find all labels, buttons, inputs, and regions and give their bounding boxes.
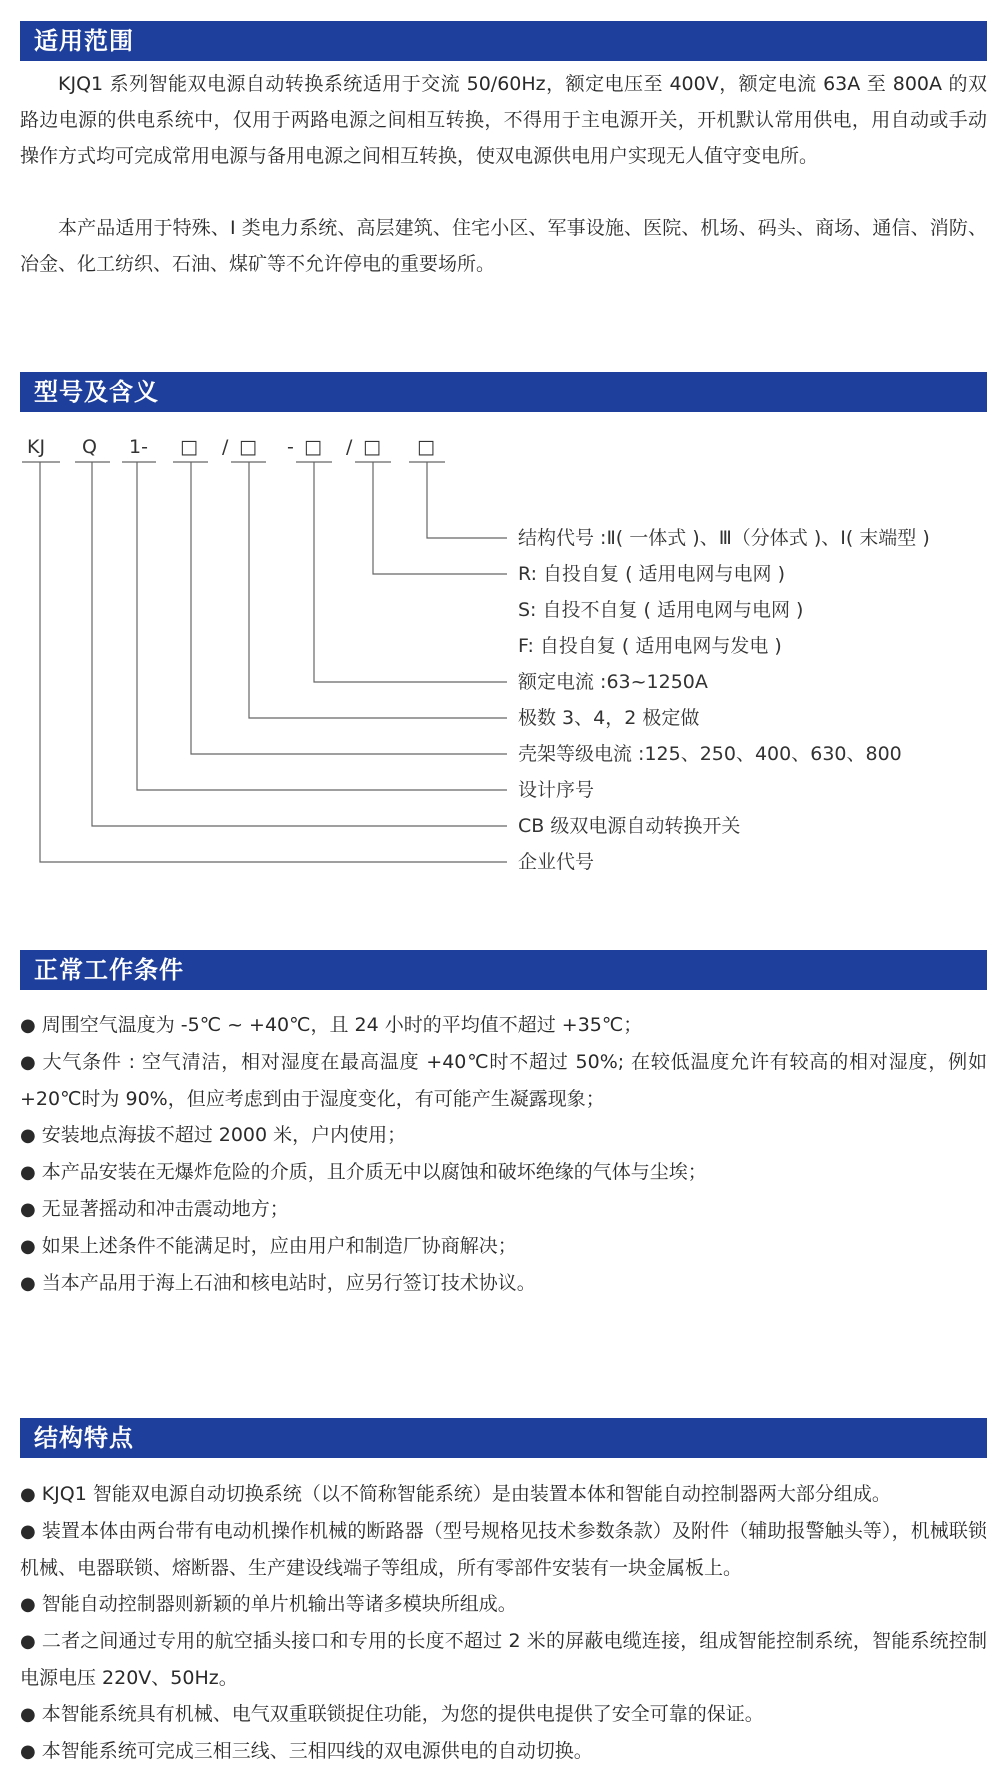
meaning-enterprise-code: 企业代号 [518,851,595,873]
section-title-scope: 适用范围 [20,21,987,61]
code-slash-2: / [346,436,353,458]
code-box-5: □ [417,436,435,458]
code-box-3: □ [304,436,322,458]
code-dash: - [287,436,294,458]
leader-structure [427,462,507,538]
scope-paragraph-1: KJQ1 系列智能双电源自动转换系统适用于交流 50/60Hz，额定电压至 400V，额定电流 63A 至 800A 的双路边电源的供电系统中，仅用于两路电源之间相互转换，不得用于主电源开关，开机默认常用供电，用自动或手动操作方式均可完成常用电源与备用电源之间相互转换，使双电源供电用户实现无人值守变电所。 [20,73,987,167]
code-box-2: □ [239,436,257,458]
leader-mode [373,462,507,574]
meaning-mode-r: R: 自投自复 ( 适用电网与电网 ) [518,563,786,585]
leader-frame-current [191,462,507,754]
code-box-4: □ [363,436,381,458]
leader-enterprise [40,462,507,862]
code-q: Q [82,436,97,458]
structure-item: ● 智能自动控制器则新颖的单片机输出等诸多模块所组成。 [20,1586,987,1623]
model-code-diagram [0,426,1000,886]
condition-item: ● 无显著摇动和冲击震动地方； [20,1191,987,1228]
leader-rated-current [314,462,507,682]
structure-list [20,1476,987,1770]
leader-cb-switch [92,462,507,826]
meaning-mode-s: S: 自投不自复 ( 适用电网与电网 ) [518,599,804,621]
code-box-1: □ [180,436,198,458]
leader-poles [249,462,507,718]
section-title-structure: 结构特点 [20,1418,987,1458]
code-kj: KJ [27,436,46,458]
structure-item: ● 二者之间通过专用的航空插头接口和专用的长度不超过 2 米的屏蔽电缆连接，组成智能控制系统，智能系统控制电源电压 220V、50Hz。 [20,1623,987,1696]
code-1: 1- [129,436,148,458]
condition-item: ● 当本产品用于海上石油和核电站时，应另行签订技术协议。 [20,1265,987,1302]
condition-item: ● 大气条件 : 空气清洁，相对湿度在最高温度 +40℃时不超过 50%; 在较低温度允许有较高的相对湿度，例如 +20℃时为 90%，但应考虑到由于湿度变化，有可能产生凝露现象； [20,1044,987,1117]
condition-item: ● 安装地点海拔不超过 2000 米，户内使用； [20,1117,987,1154]
scope-paragraph-2: 本产品适用于特殊、I 类电力系统、高层建筑、住宅小区、军事设施、医院、机场、码头、商场、通信、消防、冶金、化工纺织、石油、煤矿等不允许停电的重要场所。 [20,217,987,275]
meaning-mode-f: F: 自投自复 ( 适用电网与发电 ) [518,635,782,657]
structure-item: ● KJQ1 智能双电源自动切换系统（以不简称智能系统）是由装置本体和智能自动控制器两大部分组成。 [20,1476,987,1513]
condition-item: ● 如果上述条件不能满足时，应由用户和制造厂协商解决； [20,1228,987,1265]
structure-item: ● 本智能系统具有机械、电气双重联锁捉住功能，为您的提供电提供了安全可靠的保证。 [20,1696,987,1733]
structure-item: ● 本智能系统可完成三相三线、三相四线的双电源供电的自动切换。 [20,1733,987,1770]
conditions-list [20,1007,987,1302]
meaning-poles: 极数 3、4，2 极定做 [518,707,700,729]
condition-item: ● 周围空气温度为 -5℃ ~ +40℃，且 24 小时的平均值不超过 +35℃； [20,1007,987,1044]
section-title-model: 型号及含义 [20,372,987,412]
code-slash-1: / [222,436,229,458]
meaning-design-serial: 设计序号 [518,779,595,801]
meaning-frame-current: 壳架等级电流 :125、250、400、630、800 [518,743,902,765]
section-title-conditions: 正常工作条件 [20,950,987,990]
leader-design-serial [137,462,507,790]
structure-item: ● 装置本体由两台带有电动机操作机械的断路器（型号规格见技术参数条款）及附件（辅助报警触头等），机械联锁机械、电器联锁、熔断器、生产建设线端子等组成，所有零部件安装有一块金属板上。 [20,1513,987,1586]
meaning-cb-switch: CB 级双电源自动转换开关 [518,815,741,837]
condition-item: ● 本产品安装在无爆炸危险的介质，且介质无中以腐蚀和破坏绝缘的气体与尘埃； [20,1154,987,1191]
meaning-rated-current: 额定电流 :63~1250A [518,671,708,693]
meaning-structure-code: 结构代号 :Ⅱ( 一体式 )、Ⅲ（分体式 )、I( 末端型 ) [518,527,930,549]
